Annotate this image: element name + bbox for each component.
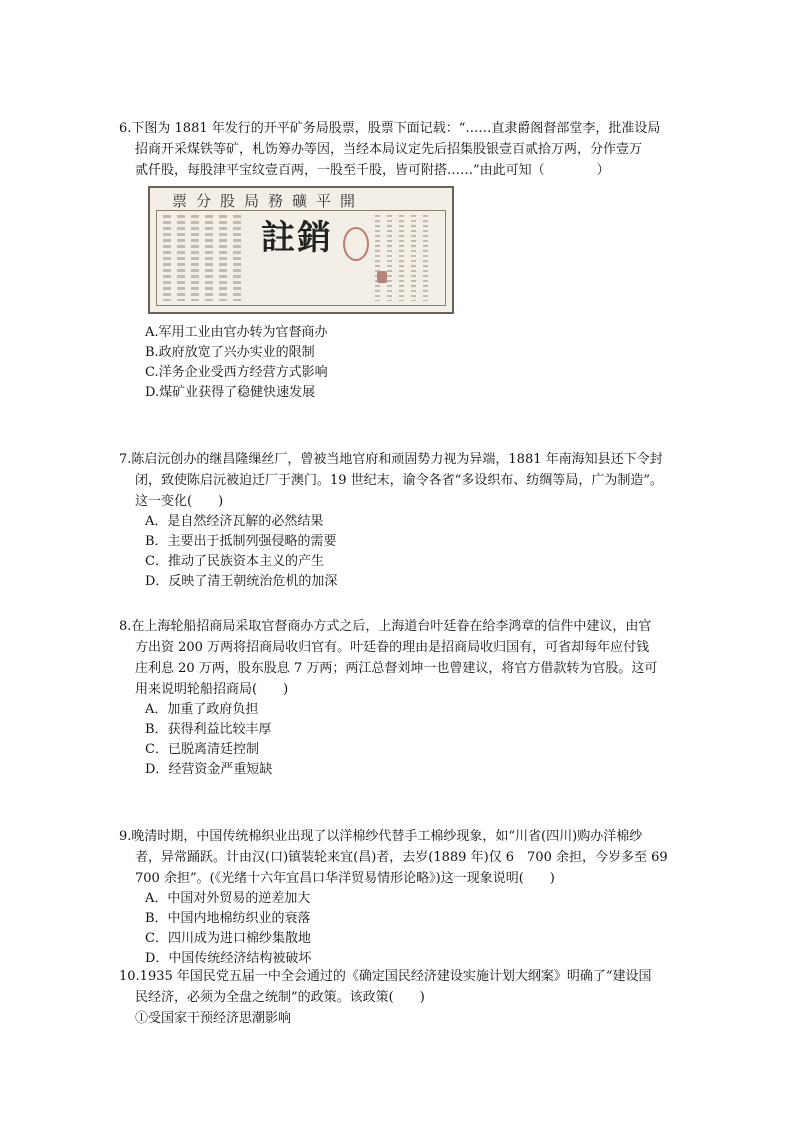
stem-line: 10.1935 年国民党五届一中全会通过的《确定国民经济建设实施计划大纲案》明确了“建设国	[119, 969, 652, 984]
question-8-stem	[119, 616, 701, 700]
stem-line: 8.在上海轮船招商局采取官督商办方式之后，上海道台叶廷眷在给李鸿章的信件中建议，由官	[119, 619, 652, 634]
option-d[interactable]: D．经营资金严重短缺	[145, 762, 273, 777]
option-a[interactable]: A.军用工业由官办转为官督商办	[145, 325, 328, 340]
stem-line: 6.下图为 1881 年发行的开平矿务局股票，股票下面记载：“……直隶爵阁督部堂李，批准设局	[119, 121, 661, 136]
certificate-body	[156, 210, 446, 306]
question-10-stem	[119, 966, 701, 1029]
option-b[interactable]: B．获得利益比较丰厚	[145, 722, 272, 737]
question-9	[119, 826, 701, 969]
option-a[interactable]: A．是自然经济瓦解的必然结果	[145, 514, 324, 529]
question-8	[119, 616, 701, 780]
question-7-options	[119, 512, 701, 592]
stem-line: 闭，致使陈启沅被迫迁厂于澳门。19 世纪末，谕令各省“多设织布、纺绸等局，广为制造”。	[135, 473, 663, 488]
option-d[interactable]: D．反映了清王朝统治危机的加深	[145, 574, 338, 589]
question-9-options	[119, 889, 701, 969]
option-a[interactable]: A．加重了政府负担	[145, 702, 259, 717]
option-d[interactable]: D.煤矿业获得了稳健快速发展	[145, 385, 316, 400]
certificate-left-columns	[161, 215, 247, 301]
stem-line: 者，异常踊跃。计由汉(口)镇装轮来宜(昌)者，去岁(1889 年)仅 6 700 余担，今岁多至 69	[135, 850, 668, 865]
option-b[interactable]: B.政府放宽了兴办实业的限制	[145, 345, 315, 360]
question-7	[119, 449, 701, 592]
option-a[interactable]: A．中国对外贸易的逆差加大	[145, 891, 311, 906]
option-c[interactable]: C.洋务企业受西方经营方式影响	[145, 365, 328, 380]
option-c[interactable]: C．四川成为进口棉纱集散地	[145, 931, 311, 946]
stem-line: 700 余担”。(《光绪十六年宜昌口华洋贸易情形论略》)这一现象说明( )	[135, 871, 555, 886]
question-8-options	[119, 700, 701, 780]
question-9-stem	[119, 826, 701, 889]
certificate-title: 票分股局務礦平開	[172, 192, 365, 208]
stem-line: 7.陈启沅创办的继昌隆缫丝厂，曾被当地官府和顽固势力视为异端，1881 年南海知县还下令封	[119, 452, 663, 467]
cancelled-stamp: 註銷	[261, 218, 333, 258]
stem-line: 用来说明轮船招商局( )	[135, 682, 289, 697]
certificate-right-columns	[371, 215, 441, 301]
option-c[interactable]: C．推动了民族资本主义的产生	[145, 554, 324, 569]
option-c[interactable]: C．已脱离清廷控制	[145, 742, 259, 757]
stem-line: 招商开采煤铁等矿，札饬筹办等因，当经本局议定先后招集股银壹百贰拾万两，分作壹万	[135, 142, 643, 157]
option-d[interactable]: D．中国传统经济结构被破坏	[145, 951, 312, 966]
question-7-stem	[119, 449, 701, 512]
question-6-stem	[119, 118, 701, 181]
option-b[interactable]: B．中国内地棉纺织业的衰落	[145, 911, 311, 926]
stem-line: 这一变化( )	[135, 494, 224, 509]
question-10	[119, 966, 701, 1029]
statement-1: ①受国家干预经济思潮影响	[135, 1011, 292, 1026]
stem-line: 民经济，必须为全盘之统制”的政策。该政策( )	[135, 990, 425, 1005]
stem-line: 贰仟股，每股津平宝纹壹百两，一股至千股，皆可附搭……”由此可知（ ）	[135, 163, 610, 178]
red-seal	[343, 227, 369, 261]
question-6-options	[119, 323, 701, 403]
stem-line: 方出资 200 万两将招商局收归官有。叶廷眷的理由是招商局收归国有，可省却每年应付钱	[135, 640, 650, 655]
question-6	[119, 118, 701, 181]
option-b[interactable]: B．主要出于抵制列强侵略的需要	[145, 534, 337, 549]
stem-line: 庄利息 20 万两，股东股息 7 万两；两江总督刘坤一也曾建议，将官方借款转为官股。这可	[135, 661, 658, 676]
stem-line: 9.晚清时期，中国传统棉织业出现了以洋棉纱代替手工棉纱现象，如“川省(四川)购办洋棉纱	[119, 829, 643, 844]
stock-certificate-image	[148, 186, 454, 314]
